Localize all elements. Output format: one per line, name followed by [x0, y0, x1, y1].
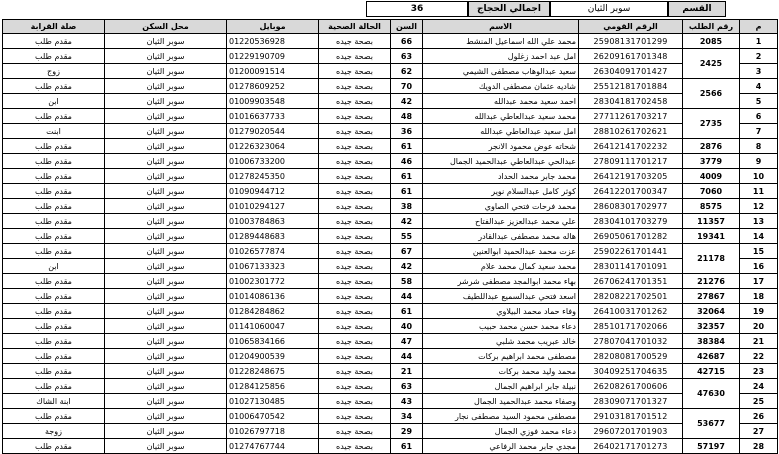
- table-row: [3, 34, 778, 49]
- relationship: مقدم طلب: [3, 379, 105, 394]
- residence: سوبر الثيان: [105, 364, 227, 379]
- age: 42: [391, 94, 423, 109]
- mobile-number: 01200091514: [227, 64, 319, 79]
- age: 46: [391, 154, 423, 169]
- age: 61: [391, 304, 423, 319]
- age: 42: [391, 214, 423, 229]
- relationship: مقدم طلب: [3, 304, 105, 319]
- table-row: [3, 304, 778, 319]
- request-number: 42715: [683, 364, 740, 379]
- residence: سوبر الثيان: [105, 139, 227, 154]
- relationship: مقدم طلب: [3, 154, 105, 169]
- pilgrim-name: اسعد فتحي عبدالسميع عبداللطيف: [423, 289, 579, 304]
- mobile-number: 01228248675: [227, 364, 319, 379]
- age: 61: [391, 439, 423, 454]
- pilgrim-name: وفاء حماد محمد البيلاوي: [423, 304, 579, 319]
- table-row: [3, 334, 778, 349]
- residence: سوبر الثيان: [105, 334, 227, 349]
- residence: سوبر الثيان: [105, 79, 227, 94]
- national-id: 26412191703205: [579, 169, 683, 184]
- row-index: 24: [740, 379, 778, 394]
- row-index: 17: [740, 274, 778, 289]
- pilgrim-name: علي محمد عبدالعزيز عبدالفتاح: [423, 214, 579, 229]
- relationship: مقدم طلب: [3, 79, 105, 94]
- health-status: بصحة جيده: [319, 184, 391, 199]
- health-status: بصحة جيده: [319, 319, 391, 334]
- table-row: [3, 109, 778, 124]
- national-id: 28304181702458: [579, 94, 683, 109]
- health-status: بصحة جيده: [319, 79, 391, 94]
- request-number: 2876: [683, 139, 740, 154]
- col-header-health: الحالة الصحية: [319, 20, 391, 34]
- mobile-number: 01009903548: [227, 94, 319, 109]
- table-row: [3, 184, 778, 199]
- relationship: مقدم طلب: [3, 229, 105, 244]
- national-id: 28301141701091: [579, 259, 683, 274]
- relationship: ابن: [3, 259, 105, 274]
- mobile-number: 01226323064: [227, 139, 319, 154]
- relationship: ابنة الشاك: [3, 394, 105, 409]
- health-status: بصحة جيده: [319, 49, 391, 64]
- mobile-number: 01090944712: [227, 184, 319, 199]
- residence: سوبر الثيان: [105, 424, 227, 439]
- age: 70: [391, 79, 423, 94]
- table-row: [3, 289, 778, 304]
- residence: سوبر الثيان: [105, 244, 227, 259]
- request-number: 7060: [683, 184, 740, 199]
- age: 48: [391, 109, 423, 124]
- table-row: [3, 364, 778, 379]
- relationship: زوج: [3, 64, 105, 79]
- age: 29: [391, 424, 423, 439]
- health-status: بصحة جيده: [319, 214, 391, 229]
- table-row: [3, 229, 778, 244]
- mobile-number: 01141060047: [227, 319, 319, 334]
- age: 47: [391, 334, 423, 349]
- residence: سوبر الثيان: [105, 109, 227, 124]
- health-status: بصحة جيده: [319, 199, 391, 214]
- residence: سوبر الثيان: [105, 124, 227, 139]
- table-row: [3, 439, 778, 454]
- pilgrim-name: وصفاء محمد عبدالحميد الجمال: [423, 394, 579, 409]
- mobile-number: 01279020544: [227, 124, 319, 139]
- residence: سوبر الثيان: [105, 409, 227, 424]
- national-id: 30409251704635: [579, 364, 683, 379]
- residence: سوبر الثيان: [105, 94, 227, 109]
- col-header-request-no: رقم الطلب: [683, 20, 740, 34]
- pilgrim-name: نبيلة جابر ابراهيم الجمال: [423, 379, 579, 394]
- mobile-number: 01065834166: [227, 334, 319, 349]
- row-index: 6: [740, 109, 778, 124]
- age: 61: [391, 184, 423, 199]
- request-number: 2425: [683, 49, 740, 79]
- mobile-number: 01002301772: [227, 274, 319, 289]
- residence: سوبر الثيان: [105, 439, 227, 454]
- mobile-number: 01220536928: [227, 34, 319, 49]
- age: 36: [391, 124, 423, 139]
- table-row: [3, 154, 778, 169]
- residence: سوبر الثيان: [105, 49, 227, 64]
- row-index: 10: [740, 169, 778, 184]
- row-index: 13: [740, 214, 778, 229]
- row-index: 3: [740, 64, 778, 79]
- row-index: 7: [740, 124, 778, 139]
- request-number: 27867: [683, 289, 740, 304]
- mobile-number: 01027130485: [227, 394, 319, 409]
- health-status: بصحة جيده: [319, 94, 391, 109]
- row-index: 4: [740, 79, 778, 94]
- age: 67: [391, 244, 423, 259]
- pilgrims-table: [2, 19, 778, 454]
- request-number: 11357: [683, 214, 740, 229]
- age: 63: [391, 49, 423, 64]
- mobile-number: 01014086136: [227, 289, 319, 304]
- relationship: مقدم طلب: [3, 109, 105, 124]
- relationship: مقدم طلب: [3, 439, 105, 454]
- request-number: 8575: [683, 199, 740, 214]
- row-index: 19: [740, 304, 778, 319]
- mobile-number: 01006470542: [227, 409, 319, 424]
- mobile-number: 01204900539: [227, 349, 319, 364]
- age: 61: [391, 169, 423, 184]
- health-status: بصحة جيده: [319, 409, 391, 424]
- relationship: مقدم طلب: [3, 214, 105, 229]
- national-id: 26209161701348: [579, 49, 683, 64]
- row-index: 28: [740, 439, 778, 454]
- health-status: بصحة جيده: [319, 154, 391, 169]
- residence: سوبر الثيان: [105, 64, 227, 79]
- request-number: 38384: [683, 334, 740, 349]
- pilgrim-name: امل سعيد عبدالعاطي عبدالله: [423, 124, 579, 139]
- mobile-number: 01003784863: [227, 214, 319, 229]
- health-status: بصحة جيده: [319, 349, 391, 364]
- pilgrim-name: مصطفى محمود السيد مصطفى نجار: [423, 409, 579, 424]
- relationship: مقدم طلب: [3, 349, 105, 364]
- national-id: 26706241701351: [579, 274, 683, 289]
- residence: سوبر الثيان: [105, 349, 227, 364]
- table-row: [3, 274, 778, 289]
- col-header-mobile: موبايل: [227, 20, 319, 34]
- mobile-number: 01067133323: [227, 259, 319, 274]
- pilgrim-name: محمد فرحات فتحي الصاوي: [423, 199, 579, 214]
- table-row: [3, 379, 778, 394]
- request-number: 21178: [683, 244, 740, 274]
- pilgrim-name: هاله محمد مصطفى عبدالقادر: [423, 229, 579, 244]
- age: 42: [391, 259, 423, 274]
- relationship: مقدم طلب: [3, 34, 105, 49]
- table-row: [3, 79, 778, 94]
- pilgrim-name: محمد وليد محمد بركات: [423, 364, 579, 379]
- pilgrim-name: خالد عبريب محمد شلبي: [423, 334, 579, 349]
- health-status: بصحة جيده: [319, 34, 391, 49]
- national-id: 26905061701282: [579, 229, 683, 244]
- table-row: [3, 424, 778, 439]
- age: 58: [391, 274, 423, 289]
- national-id: 25512181701884: [579, 79, 683, 94]
- national-id: 26208261700606: [579, 379, 683, 394]
- national-id: 26410031701262: [579, 304, 683, 319]
- table-row: [3, 199, 778, 214]
- national-id: 28309071701327: [579, 394, 683, 409]
- pilgrim-name: امل عبد احمد زغلول: [423, 49, 579, 64]
- residence: سوبر الثيان: [105, 34, 227, 49]
- request-number: 19341: [683, 229, 740, 244]
- mobile-number: 01010294127: [227, 199, 319, 214]
- residence: سوبر الثيان: [105, 289, 227, 304]
- residence: سوبر الثيان: [105, 274, 227, 289]
- mobile-number: 01229190709: [227, 49, 319, 64]
- residence: سوبر الثيان: [105, 394, 227, 409]
- relationship: مقدم طلب: [3, 184, 105, 199]
- pilgrim-name: مصطفى محمد ابراهيم بركات: [423, 349, 579, 364]
- residence: سوبر الثيان: [105, 154, 227, 169]
- health-status: بصحة جيده: [319, 274, 391, 289]
- relationship: مقدم طلب: [3, 364, 105, 379]
- relationship: مقدم طلب: [3, 334, 105, 349]
- mobile-number: 01289448683: [227, 229, 319, 244]
- mobile-number: 01284125856: [227, 379, 319, 394]
- section-label: القسم: [668, 1, 726, 17]
- pilgrim-name: كوثر كامل عبدالسلام نوير: [423, 184, 579, 199]
- national-id: 29607201701903: [579, 424, 683, 439]
- request-number: 2735: [683, 109, 740, 139]
- relationship: مقدم طلب: [3, 409, 105, 424]
- table-row: [3, 319, 778, 334]
- age: 21: [391, 364, 423, 379]
- relationship: مقدم طلب: [3, 274, 105, 289]
- health-status: بصحة جيده: [319, 229, 391, 244]
- row-index: 2: [740, 49, 778, 64]
- residence: سوبر الثيان: [105, 184, 227, 199]
- pilgrim-name: محمد سعيد عبدالعاطي عبدالله: [423, 109, 579, 124]
- residence: سوبر الثيان: [105, 319, 227, 334]
- row-index: 25: [740, 394, 778, 409]
- national-id: 27809111701217: [579, 154, 683, 169]
- row-index: 8: [740, 139, 778, 154]
- request-number: 57197: [683, 439, 740, 454]
- health-status: بصحة جيده: [319, 379, 391, 394]
- mobile-number: 01026797718: [227, 424, 319, 439]
- residence: سوبر الثيان: [105, 214, 227, 229]
- table-header-row: [3, 20, 778, 34]
- table-row: [3, 244, 778, 259]
- pilgrim-name: مجدي جابر محمد الرفاعي: [423, 439, 579, 454]
- row-index: 27: [740, 424, 778, 439]
- row-index: 20: [740, 319, 778, 334]
- mobile-number: 01026577874: [227, 244, 319, 259]
- relationship: ابنت: [3, 124, 105, 139]
- request-number: 32357: [683, 319, 740, 334]
- national-id: 27711261703217: [579, 109, 683, 124]
- pilgrim-name: دعاء محمد حسن محمد حبيب: [423, 319, 579, 334]
- mobile-number: 01016637733: [227, 109, 319, 124]
- table-row: [3, 214, 778, 229]
- health-status: بصحة جيده: [319, 109, 391, 124]
- relationship: ابن: [3, 94, 105, 109]
- national-id: 26304091701427: [579, 64, 683, 79]
- table-row: [3, 139, 778, 154]
- national-id: 27807041701032: [579, 334, 683, 349]
- mobile-number: 01274767744: [227, 439, 319, 454]
- residence: سوبر الثيان: [105, 379, 227, 394]
- pilgrim-name: احمد سعيد محمد عبدالله: [423, 94, 579, 109]
- age: 44: [391, 349, 423, 364]
- table-row: [3, 169, 778, 184]
- row-index: 1: [740, 34, 778, 49]
- relationship: مقدم طلب: [3, 139, 105, 154]
- mobile-number: 01278609252: [227, 79, 319, 94]
- col-header-name: الاسم: [423, 20, 579, 34]
- age: 62: [391, 64, 423, 79]
- row-index: 11: [740, 184, 778, 199]
- national-id: 26402171701273: [579, 439, 683, 454]
- national-id: 28510171702066: [579, 319, 683, 334]
- pilgrim-name: عبدالحي عبدالعاطي عبدالحميد الجمال: [423, 154, 579, 169]
- relationship: مقدم طلب: [3, 244, 105, 259]
- age: 34: [391, 409, 423, 424]
- row-index: 21: [740, 334, 778, 349]
- mobile-number: 01006733200: [227, 154, 319, 169]
- health-status: بصحة جيده: [319, 259, 391, 274]
- table-body: [3, 34, 778, 454]
- row-index: 18: [740, 289, 778, 304]
- request-number: 4009: [683, 169, 740, 184]
- relationship: مقدم طلب: [3, 199, 105, 214]
- row-index: 14: [740, 229, 778, 244]
- relationship: مقدم طلب: [3, 169, 105, 184]
- health-status: بصحة جيده: [319, 169, 391, 184]
- col-header-relation: صلة القرابة: [3, 20, 105, 34]
- age: 43: [391, 394, 423, 409]
- request-number: 3779: [683, 154, 740, 169]
- pilgrim-name: شحاته عوض محمود الانجر: [423, 139, 579, 154]
- relationship: مقدم طلب: [3, 319, 105, 334]
- total-pilgrims-label: اجمالي الحجاج: [468, 1, 550, 17]
- row-index: 23: [740, 364, 778, 379]
- mobile-number: 01278245350: [227, 169, 319, 184]
- age: 44: [391, 289, 423, 304]
- relationship: زوجة: [3, 424, 105, 439]
- health-status: بصحة جيده: [319, 334, 391, 349]
- table-row: [3, 349, 778, 364]
- national-id: 25902261701441: [579, 244, 683, 259]
- mobile-number: 01284284862: [227, 304, 319, 319]
- pilgrim-name: بهاء محمد ابوالمجد مصطفى شرشر: [423, 274, 579, 289]
- request-number: 2566: [683, 79, 740, 109]
- pilgrim-name: دعاء محمد فوزي الجمال: [423, 424, 579, 439]
- row-index: 12: [740, 199, 778, 214]
- col-header-national-id: الرقم القومي: [579, 20, 683, 34]
- table-row: [3, 49, 778, 64]
- health-status: بصحة جيده: [319, 304, 391, 319]
- national-id: 29103181701512: [579, 409, 683, 424]
- national-id: 26412141702232: [579, 139, 683, 154]
- age: 66: [391, 34, 423, 49]
- residence: سوبر الثيان: [105, 229, 227, 244]
- relationship: مقدم طلب: [3, 289, 105, 304]
- residence: سوبر الثيان: [105, 169, 227, 184]
- total-pilgrims-value: 36: [366, 1, 468, 17]
- table-row: [3, 94, 778, 109]
- pilgrim-name: محمد علي الله اسماعيل المنشط: [423, 34, 579, 49]
- row-index: 26: [740, 409, 778, 424]
- health-status: بصحة جيده: [319, 439, 391, 454]
- table-row: [3, 394, 778, 409]
- health-status: بصحة جيده: [319, 289, 391, 304]
- health-status: بصحة جيده: [319, 124, 391, 139]
- national-id: 25908131701299: [579, 34, 683, 49]
- health-status: بصحة جيده: [319, 424, 391, 439]
- national-id: 26412201700347: [579, 184, 683, 199]
- request-number: 53677: [683, 409, 740, 439]
- request-number: 21276: [683, 274, 740, 289]
- row-index: 22: [740, 349, 778, 364]
- residence: سوبر الثيان: [105, 199, 227, 214]
- row-index: 5: [740, 94, 778, 109]
- request-number: 42687: [683, 349, 740, 364]
- request-number: 32064: [683, 304, 740, 319]
- table-row: [3, 64, 778, 79]
- residence: سوبر الثيان: [105, 304, 227, 319]
- row-index: 15: [740, 244, 778, 259]
- relationship: مقدم طلب: [3, 49, 105, 64]
- national-id: 28304101703279: [579, 214, 683, 229]
- national-id: 28810261702621: [579, 124, 683, 139]
- section-value: سوبر الثيان: [550, 1, 668, 17]
- col-header-residence: محل السكن: [105, 20, 227, 34]
- age: 55: [391, 229, 423, 244]
- table-row: [3, 259, 778, 274]
- table-row: [3, 409, 778, 424]
- request-number: 47630: [683, 379, 740, 409]
- col-header-index: م: [740, 20, 778, 34]
- residence: سوبر الثيان: [105, 259, 227, 274]
- pilgrim-name: شاديه عثمان مصطفى الدويك: [423, 79, 579, 94]
- age: 61: [391, 139, 423, 154]
- national-id: 28208081700529: [579, 349, 683, 364]
- national-id: 28208221702501: [579, 289, 683, 304]
- pilgrim-name: محمد جابر محمد الحداد: [423, 169, 579, 184]
- health-status: بصحة جيده: [319, 244, 391, 259]
- age: 40: [391, 319, 423, 334]
- col-header-age: السن: [391, 20, 423, 34]
- pilgrim-name: محمد سعيد كمال محمد علام: [423, 259, 579, 274]
- pilgrim-name: عزت محمد عبدالحميد ابوالعنين: [423, 244, 579, 259]
- row-index: 9: [740, 154, 778, 169]
- national-id: 28608301702977: [579, 199, 683, 214]
- row-index: 16: [740, 259, 778, 274]
- health-status: بصحة جيده: [319, 364, 391, 379]
- pilgrim-name: سعيد عبدالوهاب مصطفى الشيمي: [423, 64, 579, 79]
- health-status: بصحة جيده: [319, 64, 391, 79]
- age: 63: [391, 379, 423, 394]
- request-number: 2085: [683, 34, 740, 49]
- health-status: بصحة جيده: [319, 139, 391, 154]
- health-status: بصحة جيده: [319, 394, 391, 409]
- table-row: [3, 124, 778, 139]
- age: 38: [391, 199, 423, 214]
